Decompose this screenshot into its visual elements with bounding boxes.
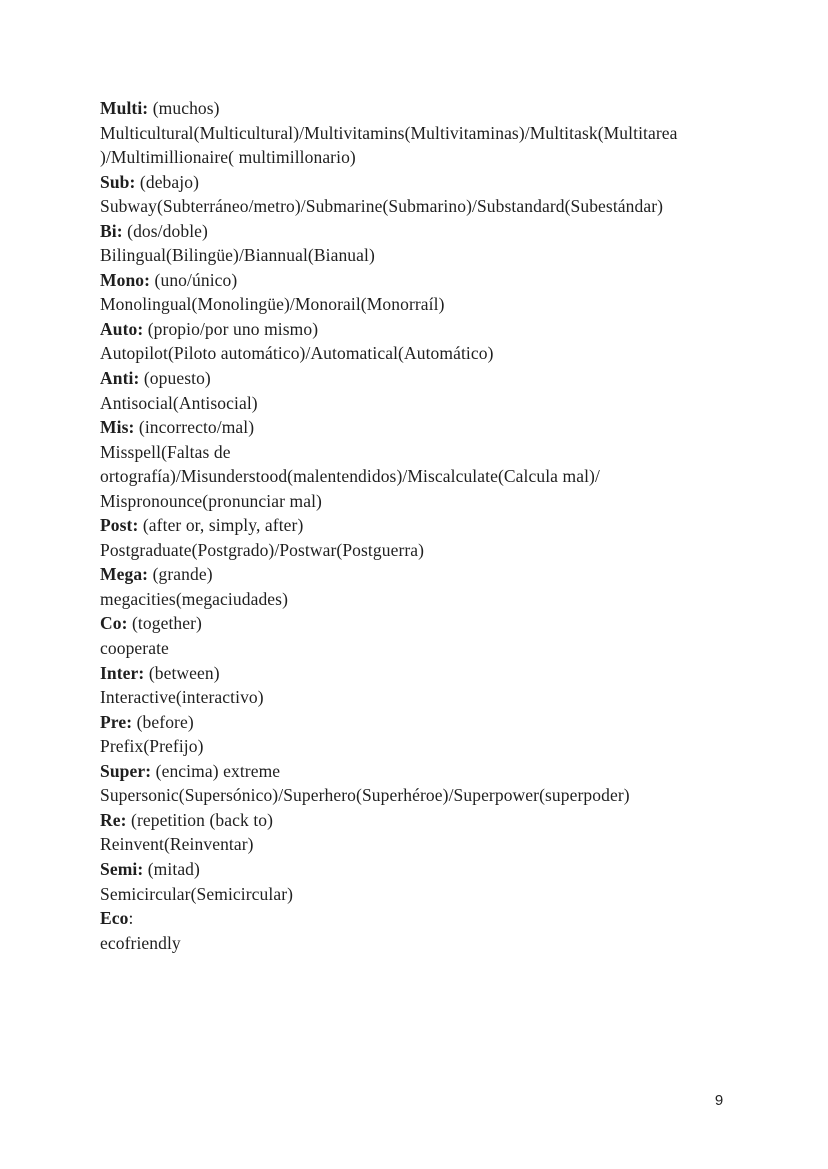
- text-line: [100, 538, 740, 563]
- text-line: [100, 808, 740, 833]
- text-line: [100, 734, 740, 759]
- prefix-term: Pre:: [100, 711, 133, 732]
- prefix-term: Multi:: [100, 98, 149, 118]
- text-block: [100, 96, 740, 955]
- line-text: ortografía)/Misunderstood(malentendidos)/Miscalculate(Calcula mal)/: [100, 466, 600, 487]
- line-text: Autopilot(Piloto automático)/Automatical(Automático): [100, 343, 494, 364]
- prefix-term: Mono:: [100, 269, 151, 290]
- prefix-term: Auto:: [100, 318, 144, 339]
- prefix-term: Mega:: [100, 564, 149, 585]
- line-text: (uno/único): [150, 269, 238, 290]
- line-text: :: [128, 908, 134, 929]
- text-line: [100, 317, 740, 342]
- text-line: [100, 661, 740, 686]
- line-text: (before): [132, 711, 194, 732]
- text-line: [100, 121, 740, 146]
- line-text: (mitad): [143, 858, 200, 879]
- line-text: Postgraduate(Postgrado)/Postwar(Postguerra): [100, 539, 425, 560]
- prefix-term: Semi:: [100, 858, 144, 879]
- text-line: [100, 857, 740, 882]
- line-text: (propio/por uno mismo): [143, 318, 319, 339]
- line-text: Misspell(Faltas de: [100, 441, 231, 462]
- text-line: [100, 292, 740, 317]
- text-line: [100, 415, 740, 440]
- line-text: Supersonic(Supersónico)/Superhero(Superhéroe)/Superpower(superpoder): [100, 785, 630, 806]
- line-text: (encima) extreme: [151, 760, 281, 781]
- text-line: [100, 832, 740, 857]
- page-number: 9: [714, 1092, 724, 1109]
- line-text: Reinvent(Reinventar): [100, 834, 254, 855]
- line-text: Interactive(interactivo): [100, 687, 264, 708]
- line-text: (opuesto): [139, 368, 211, 389]
- text-line: [100, 710, 740, 735]
- line-text: cooperate: [100, 638, 169, 659]
- text-line: [100, 341, 740, 366]
- text-line: [100, 685, 740, 710]
- text-line: [100, 882, 740, 907]
- prefix-term: Post:: [100, 515, 139, 536]
- text-line: [100, 783, 740, 808]
- prefix-term: Eco: [100, 908, 129, 929]
- line-text: (dos/doble): [122, 220, 208, 241]
- line-text: (incorrecto/mal): [134, 417, 255, 438]
- text-line: [100, 243, 740, 268]
- text-line: [100, 219, 740, 244]
- text-line: [100, 96, 740, 121]
- text-line: [100, 170, 740, 195]
- prefix-term: Mis:: [100, 417, 135, 438]
- line-text: ecofriendly: [100, 932, 181, 953]
- line-text: (debajo): [135, 171, 200, 192]
- prefix-term: Sub:: [100, 171, 136, 192]
- line-text: (after or, simply, after): [138, 515, 304, 536]
- line-text: Bilingual(Bilingüe)/Biannual(Bianual): [100, 245, 375, 266]
- line-text: (repetition (back to): [126, 809, 274, 830]
- line-text: Multicultural(Multicultural)/Multivitamins(Multivitaminas)/Multitask(Multitarea: [100, 122, 678, 143]
- line-text: )/Multimillionaire( multimillonario): [100, 147, 356, 168]
- text-line: [100, 391, 740, 416]
- text-line: [100, 611, 740, 636]
- line-text: Prefix(Prefijo): [100, 736, 204, 757]
- text-line: [100, 145, 740, 170]
- line-text: Subway(Subterráneo/metro)/Submarine(Submarino)/Substandard(Subestándar): [100, 196, 664, 217]
- line-text: (grande): [148, 564, 213, 585]
- line-text: Mispronounce(pronunciar mal): [100, 490, 322, 511]
- text-line: [100, 759, 740, 784]
- prefix-term: Co:: [100, 613, 128, 634]
- prefix-term: Anti:: [100, 368, 140, 389]
- line-text: Semicircular(Semicircular): [100, 883, 294, 904]
- prefix-term: Bi:: [100, 220, 123, 241]
- text-line: [100, 636, 740, 661]
- prefix-term: Re:: [100, 809, 127, 830]
- text-line: [100, 931, 740, 956]
- text-line: [100, 489, 740, 514]
- text-line: [100, 440, 740, 465]
- prefix-term: Inter:: [100, 662, 145, 683]
- text-line: [100, 366, 740, 391]
- line-text: Monolingual(Monolingüe)/Monorail(Monorraíl): [100, 294, 445, 315]
- text-line: [100, 268, 740, 293]
- line-text: Antisocial(Antisocial): [100, 392, 258, 413]
- line-text: (muchos): [148, 98, 220, 118]
- text-line: [100, 562, 740, 587]
- text-line: [100, 906, 740, 931]
- line-text: (together): [127, 613, 202, 634]
- line-text: megacities(megaciudades): [100, 588, 289, 609]
- text-line: [100, 464, 740, 489]
- text-line: [100, 587, 740, 612]
- text-line: [100, 194, 740, 219]
- line-text: (between): [144, 662, 220, 683]
- prefix-term: Super:: [100, 760, 152, 781]
- text-line: [100, 513, 740, 538]
